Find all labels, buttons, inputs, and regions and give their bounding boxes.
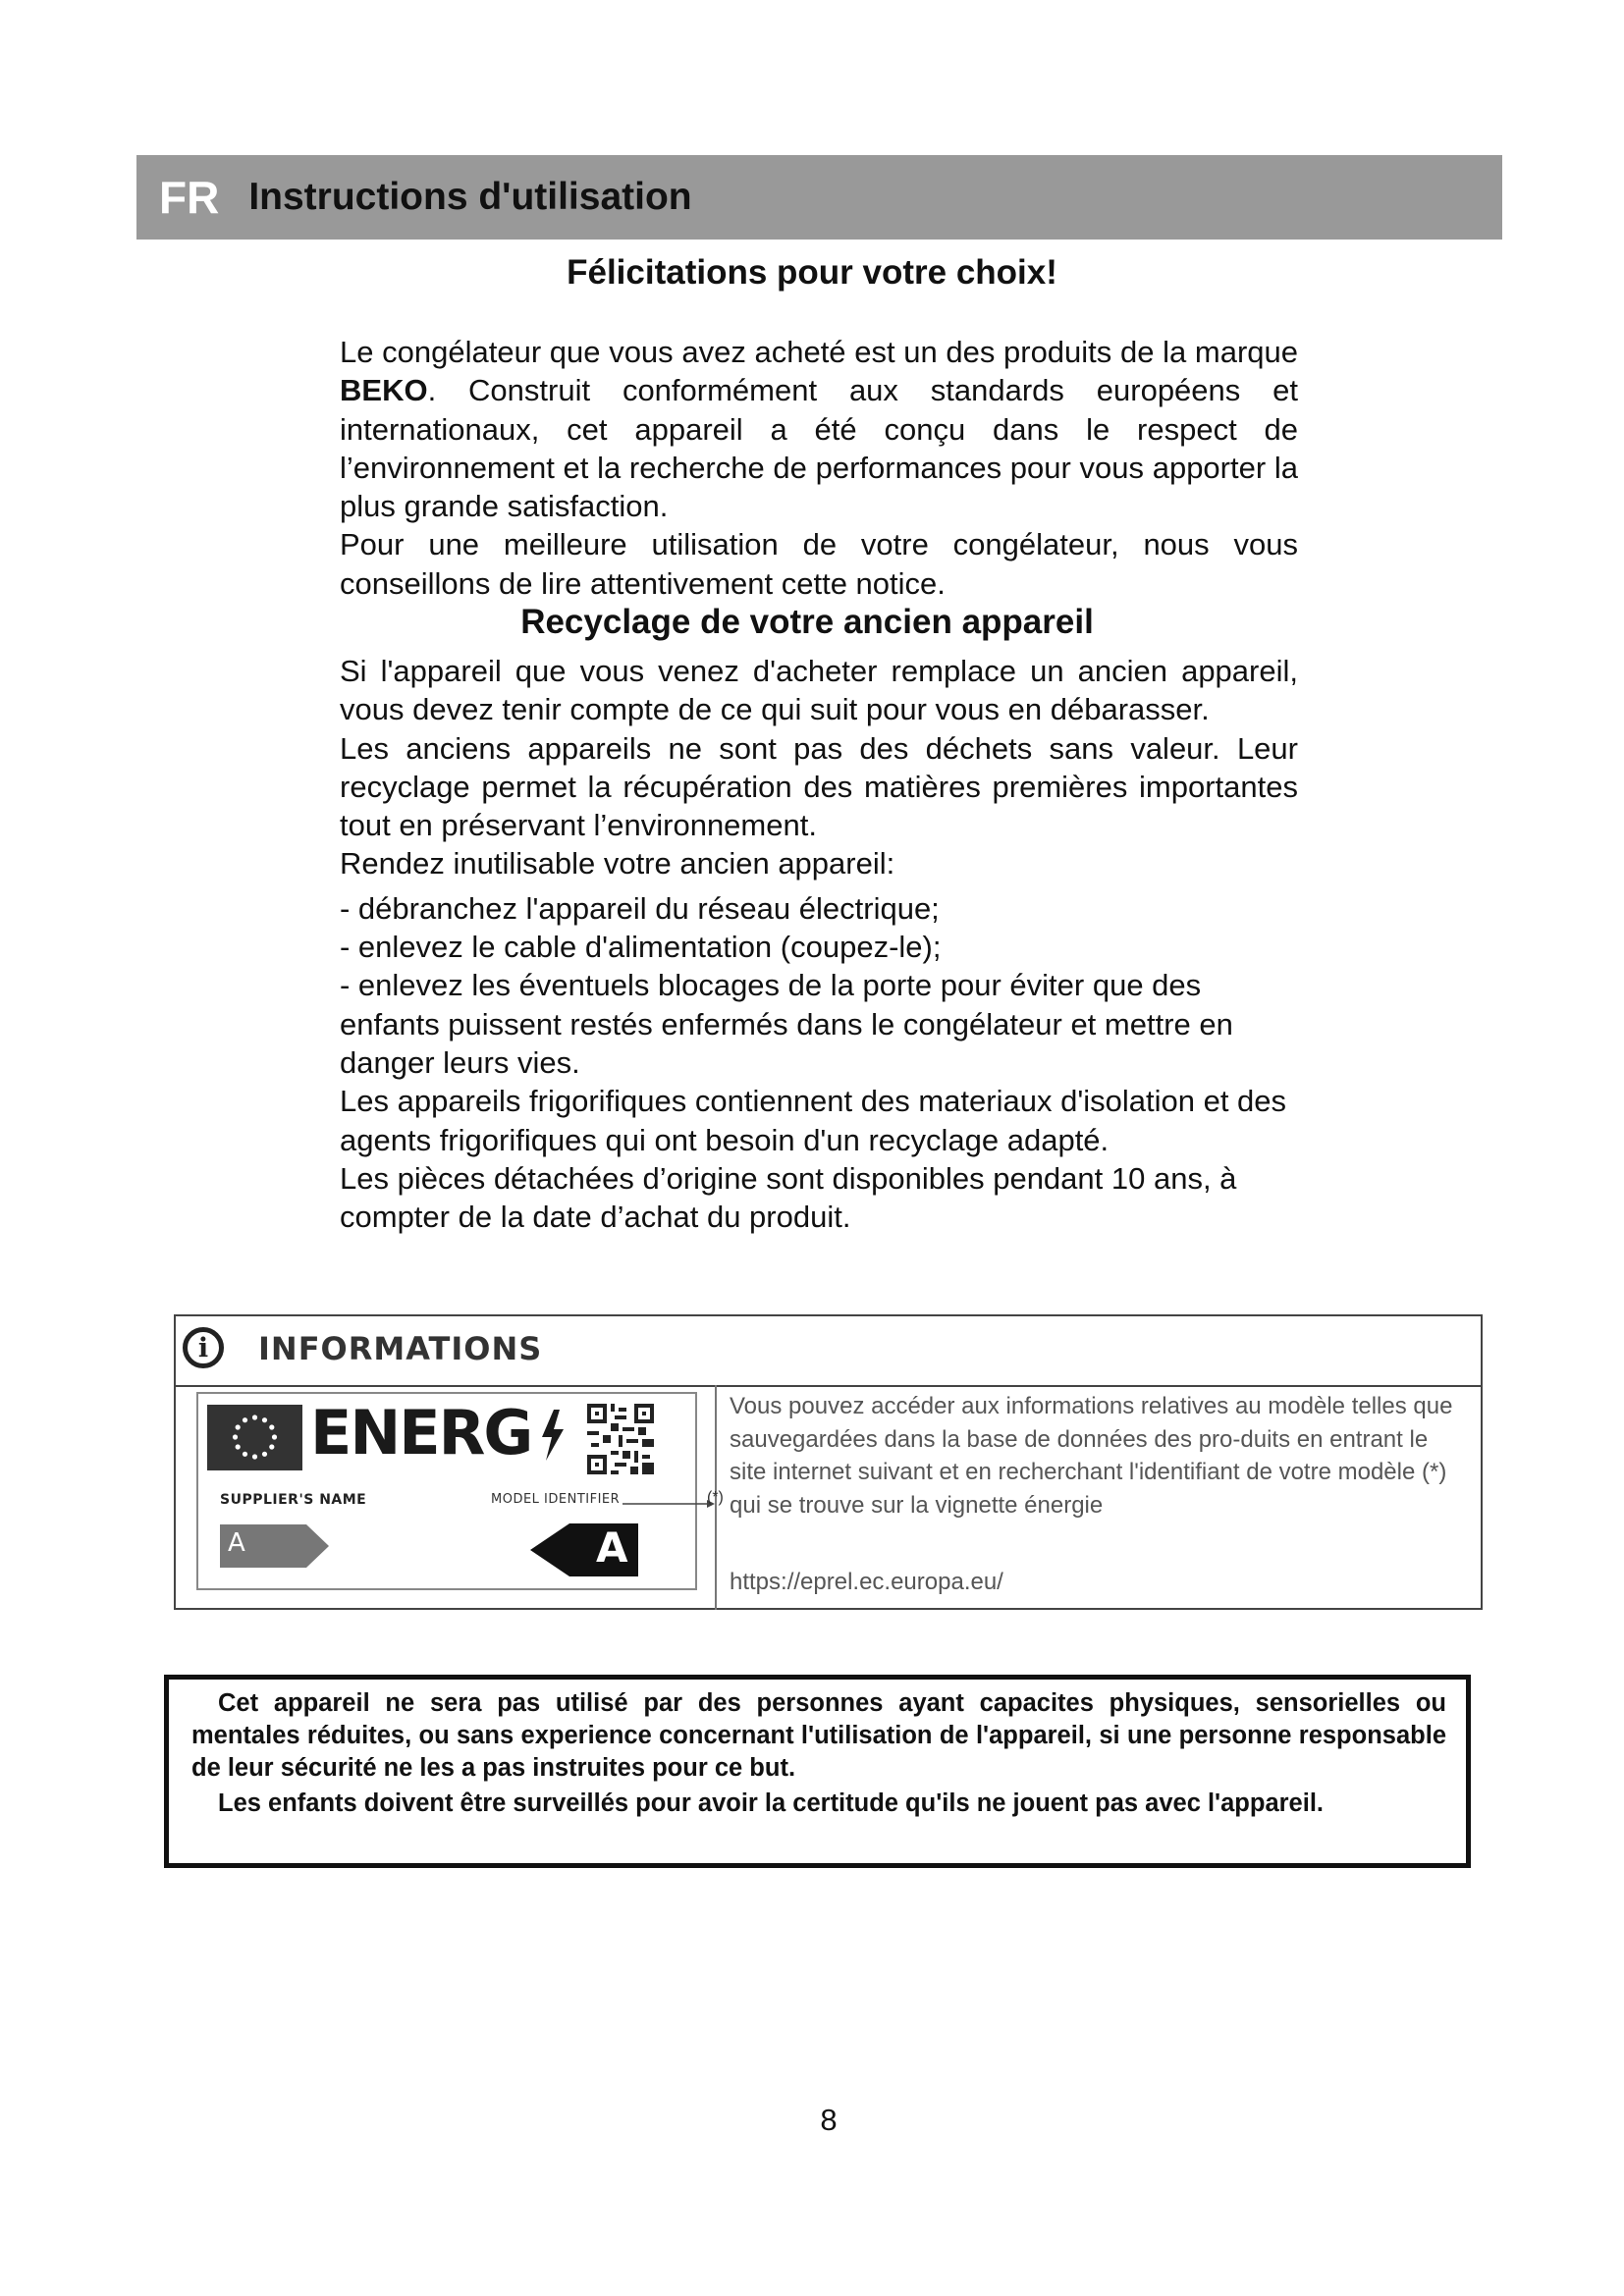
recycling-bullet: - enlevez les éventuels blocages de la porte pour éviter que des enfants puissent restés enfermés dans le congélateur et mettre en danger leurs vies. [340, 968, 1233, 1080]
intro-section [340, 333, 1298, 603]
recycling-paragraph-3: Rendez inutilisable votre ancien appareil: [340, 846, 895, 881]
information-header [176, 1316, 1481, 1387]
model-marker: (*) [707, 1489, 724, 1506]
warning-paragraph-2 [191, 1788, 1446, 1820]
warning-paragraph-1 [191, 1687, 1446, 1785]
recycling-paragraph-1: Si l'appareil que vous venez d'acheter remplace un ancien appareil, vous devez tenir compte de ce qui suit pour vous en débarasser. [340, 654, 1298, 727]
arrow-right-icon [623, 1499, 715, 1509]
congrats-heading: Félicitations pour votre choix! [567, 253, 1057, 292]
eu-flag-icon [207, 1405, 302, 1470]
intro-paragraph [340, 333, 1298, 525]
information-box [174, 1314, 1483, 1610]
information-title: INFORMATIONS [258, 1330, 543, 1367]
page-title: Instructions d'utilisation [248, 176, 692, 218]
energy-class-small: A [228, 1528, 245, 1558]
intro-paragraph-2: Pour une meilleure utilisation de votre congélateur, nous vous conseillons de lire attentivement cette notice. [340, 527, 1298, 601]
warning-text-1: Cet appareil ne sera pas utilisé par des personnes ayant capacites physiques, sensorielles ou mentales réduites, ou sans experience concernant l'utilisation de l'appareil, si une personne responsable de leur sécurité ne les a pas instruites pour ce but. [191, 1689, 1446, 1782]
recycling-paragraph-4: Les appareils frigorifiques contiennent des materiaux d'isolation et des agents frigorifiques qui ont besoin d'un recyclage adapté. [340, 1084, 1287, 1157]
safety-warning-box [164, 1675, 1471, 1868]
model-identifier-label: MODEL IDENTIFIER [491, 1492, 621, 1507]
energy-class-large: A [596, 1523, 628, 1572]
recycling-bullet: - enlevez le cable d'alimentation (coupez-le); [340, 930, 942, 965]
recycling-heading: Recyclage de votre ancien appareil [520, 603, 1094, 641]
information-paragraph: Vous pouvez accéder aux informations relatives au modèle telles que sauvegardées dans la base de données des pro-duits en entrant le site internet suivant et en recherchant l'identifiant de votre modèle (*) qui se trouve sur la vignette énergie [730, 1393, 1453, 1519]
information-text [730, 1390, 1456, 1522]
recycling-bullet: - débranchez l'appareil du réseau électrique; [340, 890, 940, 926]
qr-code-icon [587, 1404, 654, 1474]
eprel-link[interactable]: https://eprel.ec.europa.eu/ [730, 1569, 1003, 1595]
recycling-paragraph-5: Les pièces détachées d’origine sont disponibles pendant 10 ans, à compter de la date d’achat du produit. [340, 1160, 1237, 1235]
intro-text-start: Le congélateur que vous avez acheté est un des produits de la marque [340, 335, 1298, 369]
energy-word: ENERG [310, 1397, 532, 1468]
header-bar [136, 155, 1502, 240]
recycling-paragraph-2: Les anciens appareils ne sont pas des déchets sans valeur. Leur recyclage permet la récupération des matières premières importantes tout en préservant l’environnement. [340, 730, 1298, 843]
info-icon: i [183, 1327, 224, 1368]
supplier-name-label: SUPPLIER'S NAME [220, 1492, 367, 1508]
recycling-section [340, 652, 1298, 1236]
lightning-bolt-icon [540, 1410, 566, 1461]
energy-label-image [196, 1392, 724, 1590]
intro-text-end: . Construit conformément aux standards européens et internationaux, cet appareil a été conçu dans le respect de l’environnement et la recherche de performances pour vous apporter la plus grande satisfaction. [340, 373, 1298, 524]
page-number: 8 [820, 2103, 838, 2137]
warning-text-2: Les enfants doivent être surveillés pour avoir la certitude qu'ils ne jouent pas avec l'appareil. [218, 1789, 1324, 1817]
brand-name: BEKO [340, 373, 428, 408]
language-code: FR [159, 172, 220, 223]
